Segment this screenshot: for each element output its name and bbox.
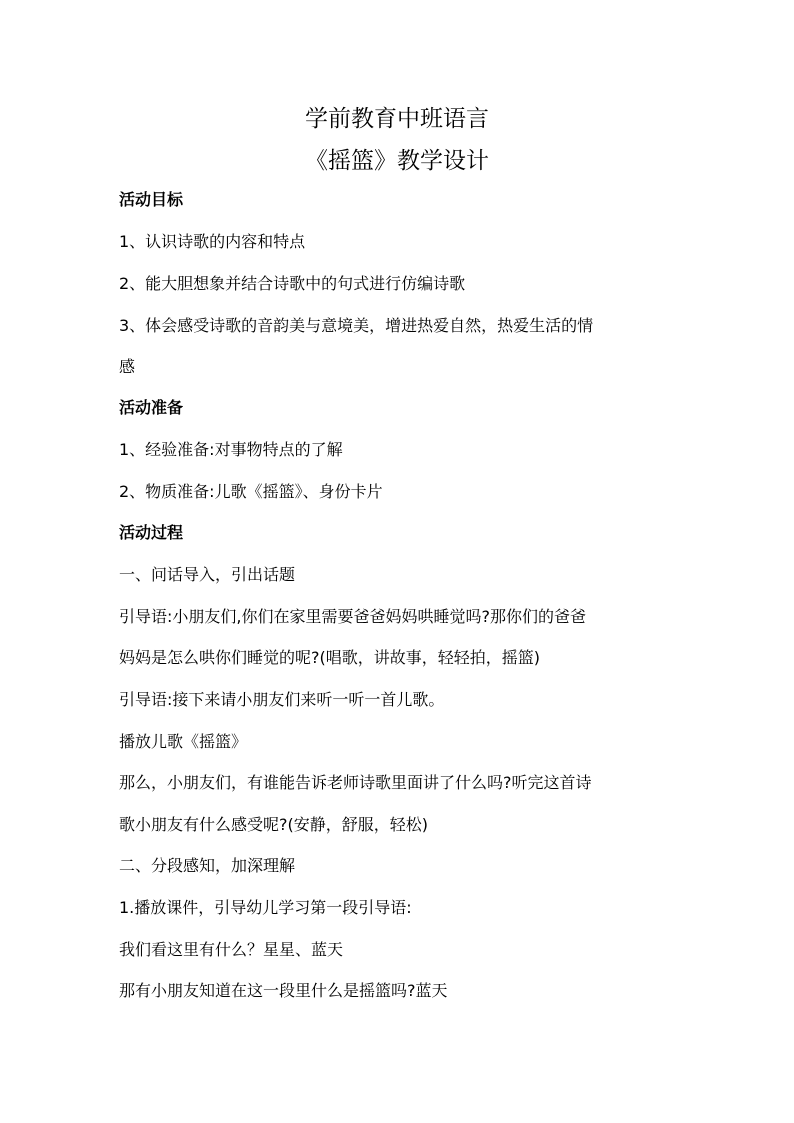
process-line: 我们看这里有什么？星星、蓝天 bbox=[119, 940, 344, 959]
section-heading-process: 活动过程 bbox=[119, 523, 184, 542]
process-line: 1.播放课件，引导幼儿学习第一段引导语: bbox=[119, 898, 412, 917]
process-line: 歌小朋友有什么感受呢?(安静，舒服，轻松) bbox=[119, 815, 428, 834]
process-line: 引导语:接下来请小朋友们来听一听一首儿歌。 bbox=[119, 690, 445, 709]
document-title-line-1: 学前教育中班语言 bbox=[305, 106, 489, 132]
process-line: 播放儿歌《摇篮》 bbox=[119, 732, 248, 751]
goal-item: 1、认识诗歌的内容和特点 bbox=[119, 232, 306, 251]
preparation-item: 1、经验准备:对事物特点的了解 bbox=[119, 440, 343, 459]
goal-item: 3、体会感受诗歌的音韵美与意境美，增进热爱自然，热爱生活的情 bbox=[119, 316, 594, 335]
section-heading-preparation: 活动准备 bbox=[119, 398, 184, 417]
process-line: 引导语:小朋友们,你们在家里需要爸爸妈妈哄睡觉吗?那你们的爸爸 bbox=[119, 607, 586, 626]
process-line: 那么，小朋友们，有谁能告诉老师诗歌里面讲了什么吗?听完这首诗 bbox=[119, 773, 592, 792]
goal-item-continuation: 感 bbox=[119, 357, 136, 376]
process-line: 二、分段感知，加深理解 bbox=[119, 856, 296, 875]
process-line: 那有小朋友知道在这一段里什么是摇篮吗?蓝天 bbox=[119, 981, 448, 1000]
section-heading-goals: 活动目标 bbox=[119, 190, 184, 209]
preparation-item: 2、物质准备:儿歌《摇篮》、身份卡片 bbox=[119, 482, 383, 501]
document-title-line-2: 《摇篮》教学设计 bbox=[305, 148, 489, 174]
goal-item: 2、能大胆想象并结合诗歌中的句式进行仿编诗歌 bbox=[119, 274, 466, 293]
process-line: 妈妈是怎么哄你们睡觉的呢?(唱歌，讲故事，轻轻拍，摇篮) bbox=[119, 648, 540, 667]
process-line: 一、问话导入，引出话题 bbox=[119, 565, 296, 584]
